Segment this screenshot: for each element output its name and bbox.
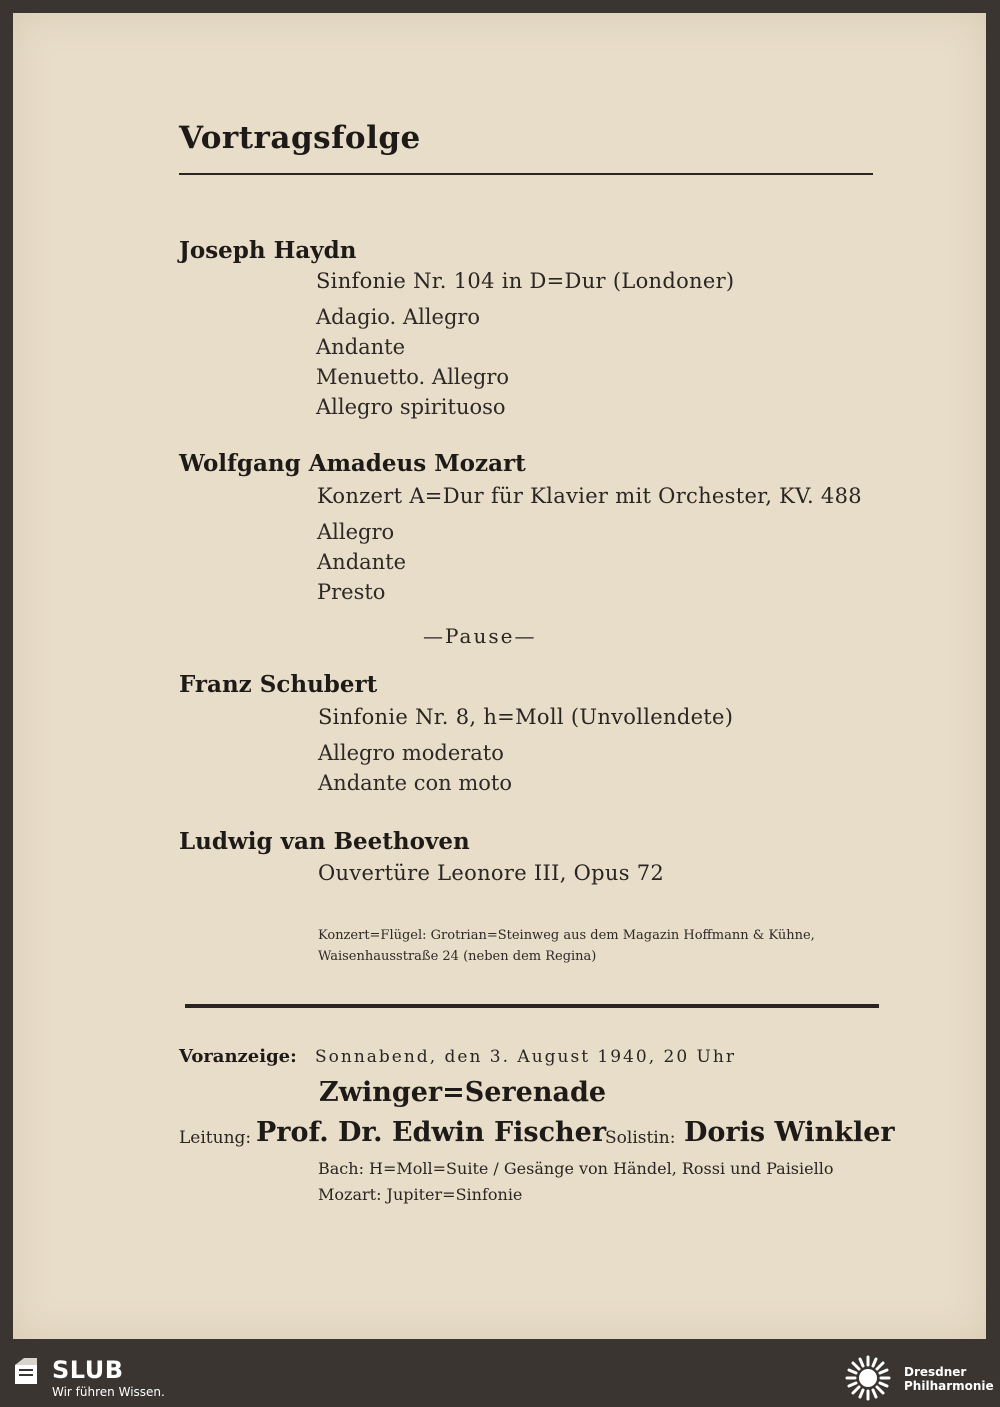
announcement-label: Voranzeige: [179, 1046, 297, 1067]
footer-bar [0, 1352, 1000, 1402]
piano-credit-line: Waisenhausstraße 24 (neben dem Regina) [318, 949, 597, 964]
philharmonie-logo-icon [843, 1353, 893, 1403]
partner-name: Dresdner Philharmonie [904, 1365, 994, 1393]
piano-credit-line: Konzert=Flügel: Grotrian=Steinweg aus dem Magazin Hoffmann & Kühne, [318, 928, 815, 943]
movement: Allegro moderato [318, 741, 504, 765]
movement: Andante [317, 550, 407, 574]
program-sheet [13, 13, 986, 1339]
movement: Andante con moto [318, 771, 512, 795]
slub-name: SLUB [52, 1356, 124, 1384]
work-title: Sinfonie Nr. 8, h=Moll (Unvollendete) [318, 705, 734, 729]
movement: Menuetto. Allegro [316, 365, 510, 389]
composer-name: Franz Schubert [179, 671, 378, 698]
slub-tagline: Wir führen Wissen. [52, 1385, 165, 1399]
soloist-name: Doris Winkler [684, 1117, 895, 1148]
composer-name: Joseph Haydn [179, 237, 357, 264]
movement: Allegro spirituoso [316, 395, 506, 419]
conductor-label: Leitung: [179, 1128, 252, 1148]
movement: Presto [317, 580, 386, 604]
conductor-name: Prof. Dr. Edwin Fischer [256, 1117, 607, 1148]
composer-name: Wolfgang Amadeus Mozart [179, 450, 526, 477]
work-title: Ouvertüre Leonore III, Opus 72 [318, 861, 665, 885]
movement: Allegro [317, 520, 395, 544]
work-title: Sinfonie Nr. 104 in D=Dur (Londoner) [316, 269, 735, 293]
heading-divider [179, 173, 873, 175]
slub-logo-icon [12, 1355, 42, 1387]
announcement-date: Sonnabend, den 3. August 1940, 20 Uhr [315, 1047, 736, 1067]
announcement-works: Mozart: Jupiter=Sinfonie [318, 1185, 523, 1204]
composer-name: Ludwig van Beethoven [179, 828, 470, 855]
page-title: Vortragsfolge [179, 120, 421, 156]
movement: Adagio. Allegro [316, 305, 481, 329]
section-divider [185, 1004, 879, 1008]
soloist-label: Solistin: [605, 1128, 676, 1148]
intermission-marker: —Pause— [423, 624, 537, 648]
announcement-works: Bach: H=Moll=Suite / Gesänge von Händel, Rossi und Paisiello [318, 1159, 834, 1178]
movement: Andante [316, 335, 406, 359]
work-title: Konzert A=Dur für Klavier mit Orchester, KV. 488 [317, 484, 862, 508]
announcement-title: Zwinger=Serenade [319, 1077, 607, 1108]
